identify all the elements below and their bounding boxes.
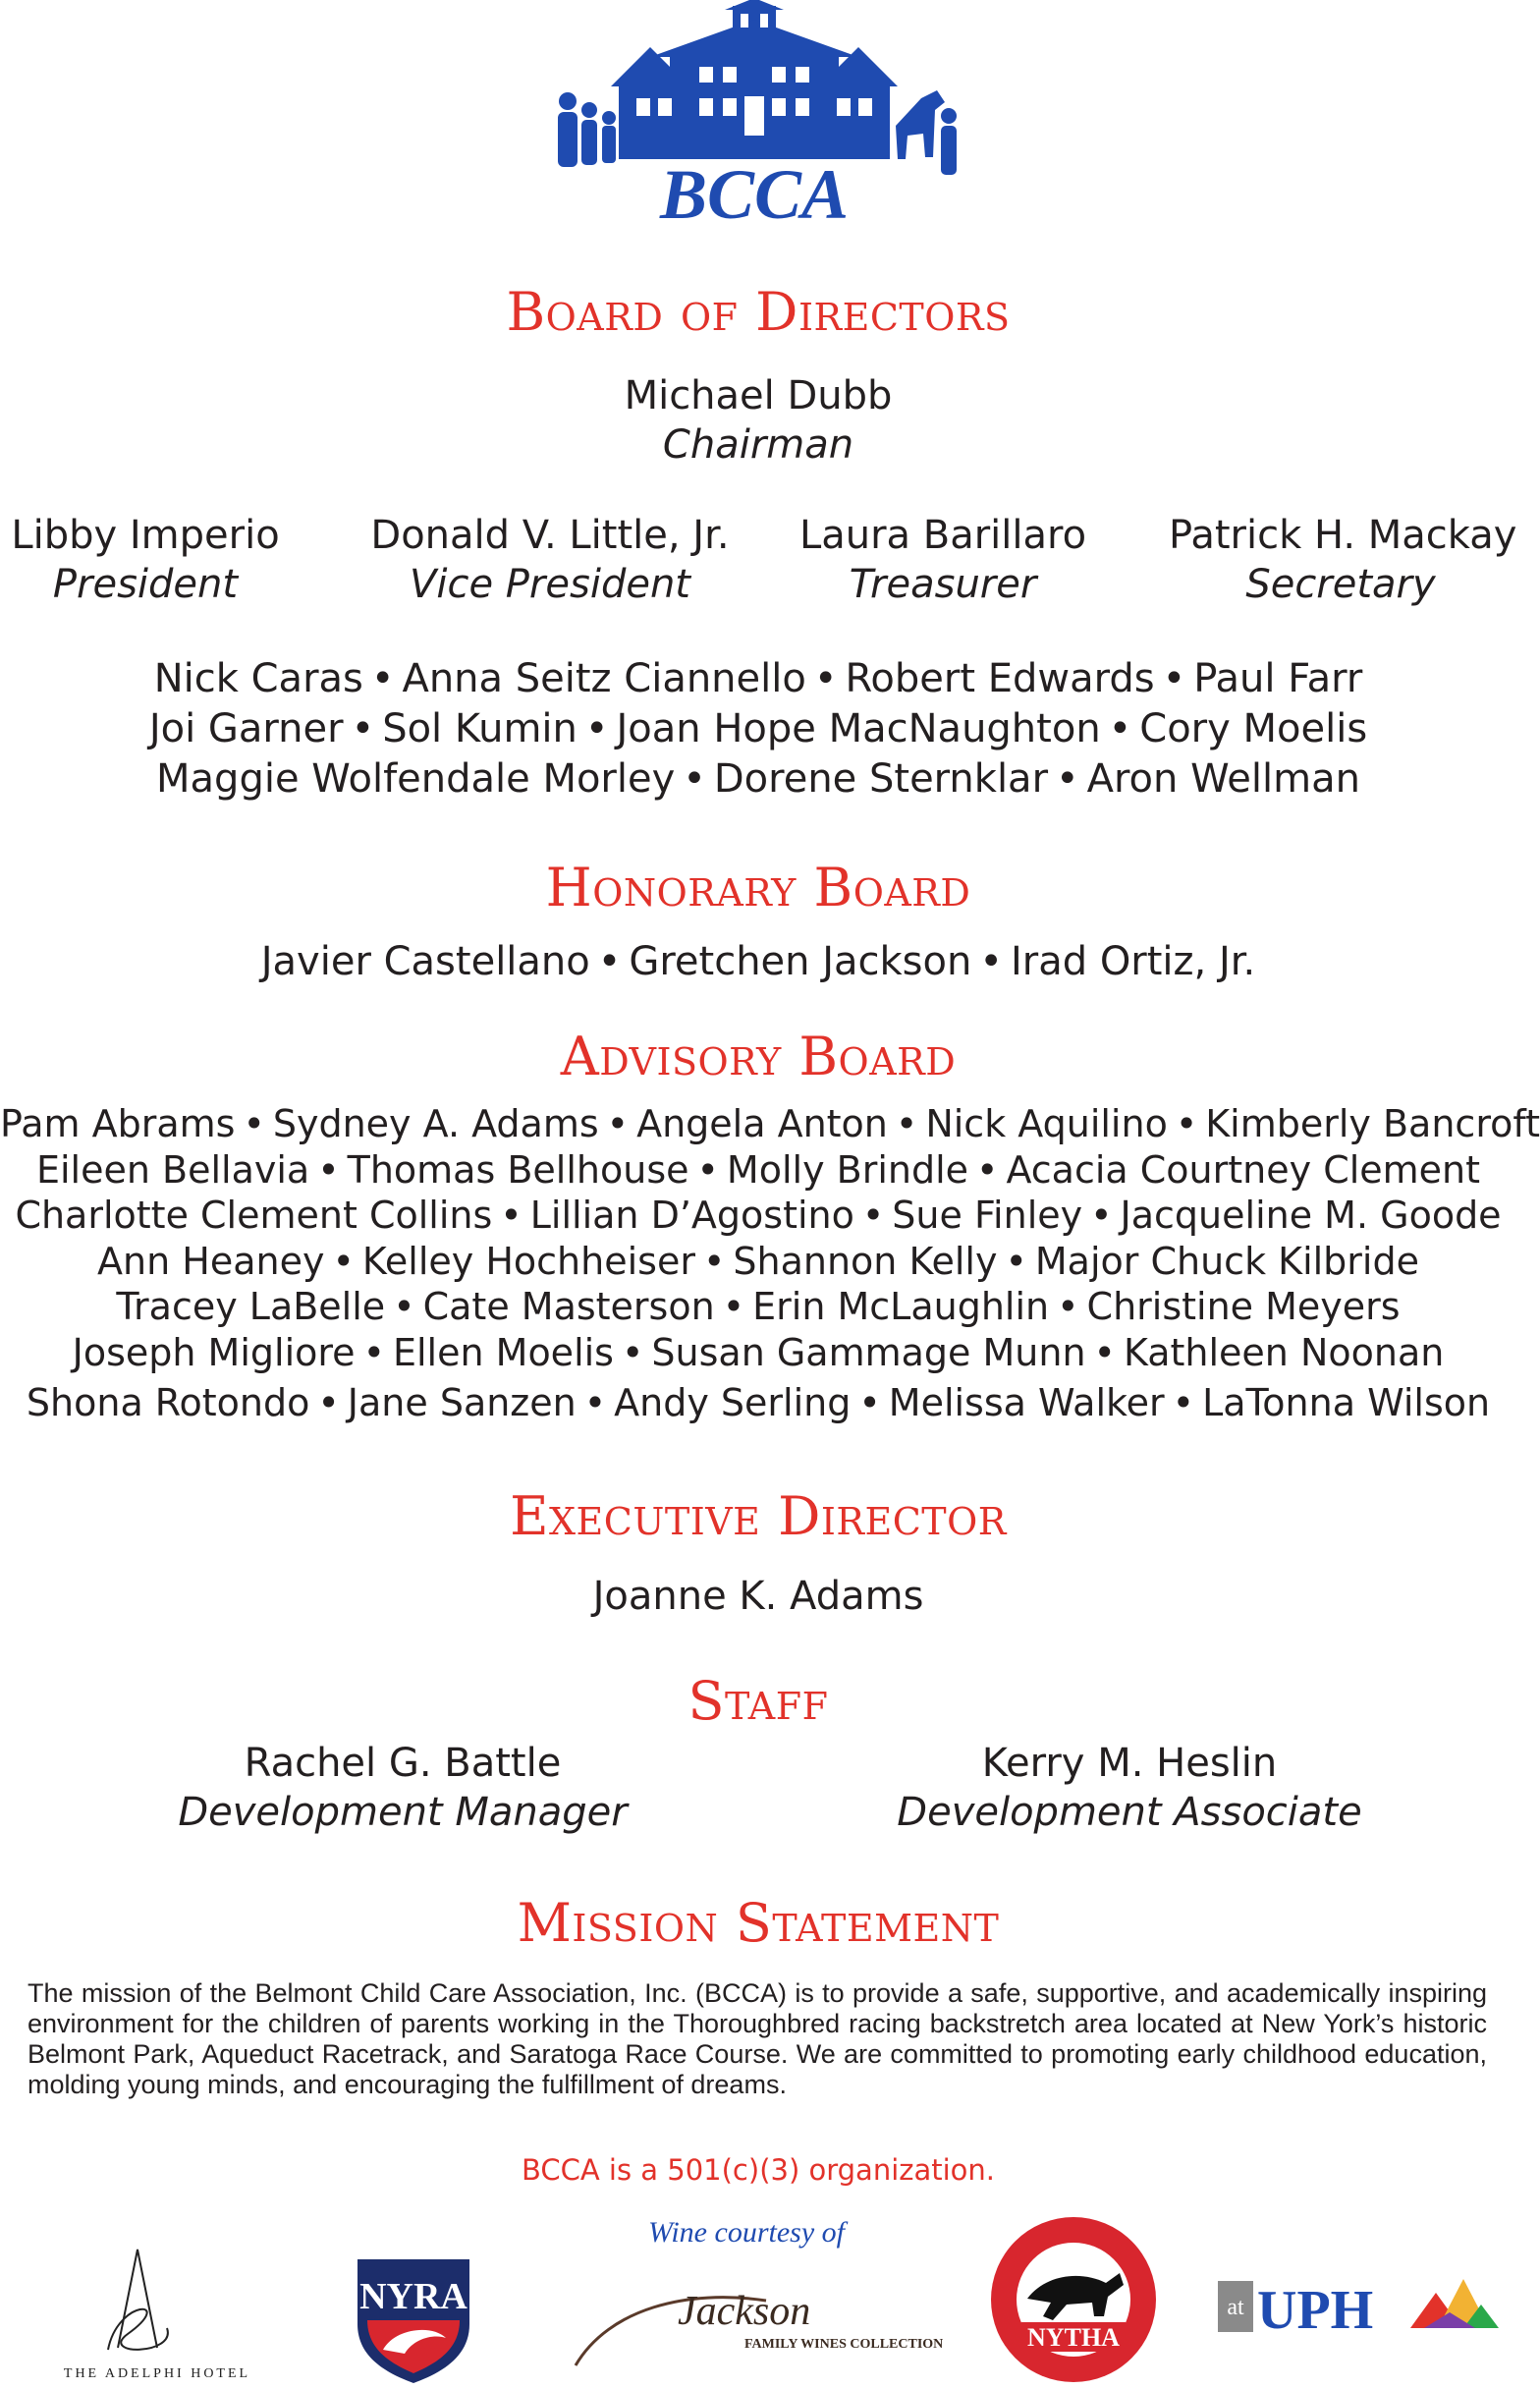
bullet-separator: •: [606, 1102, 630, 1145]
bullet-separator: •: [1175, 1102, 1198, 1145]
bullet-separator: •: [393, 1285, 415, 1328]
officer-title: Vice President: [410, 562, 690, 607]
board-heading: Board of Directors: [506, 281, 1011, 343]
person-name: Joseph Migliore: [72, 1330, 356, 1374]
bullet-separator: •: [1056, 756, 1079, 802]
logo-text: BCCA: [659, 155, 850, 234]
jackson-signature-icon: [570, 2250, 944, 2377]
bullet-separator: •: [370, 656, 395, 701]
name-line: [0, 706, 1516, 756]
person-name: Molly Brindle: [726, 1147, 969, 1192]
jackson-name: Jackson: [678, 2289, 811, 2334]
person-name: Robert Edwards: [845, 656, 1155, 701]
person-name: Jacqueline M. Goode: [1120, 1194, 1502, 1237]
person-name: Sydney A. Adams: [272, 1102, 599, 1145]
person-name: Shannon Kelly: [733, 1239, 998, 1283]
bullet-separator: •: [621, 1330, 644, 1374]
staff-heading: Staff: [688, 1670, 829, 1732]
bullet-separator: •: [317, 1147, 340, 1192]
board-members: [0, 656, 1516, 806]
person-name: Paul Farr: [1193, 656, 1363, 701]
bullet-separator: •: [702, 1239, 726, 1283]
person-name: Cate Masterson: [422, 1285, 715, 1328]
officer-name: Laura Barillaro: [798, 513, 1087, 558]
person-name: Anna Seitz Ciannello: [402, 656, 806, 701]
person-name: Major Chuck Kilbride: [1034, 1239, 1419, 1283]
bullet-separator: •: [861, 1194, 885, 1237]
uph-logo: [1218, 2259, 1503, 2341]
person-name: Aron Wellman: [1086, 756, 1360, 802]
person-name: Erin McLaughlin: [752, 1285, 1050, 1328]
officer-title: Secretary: [1245, 562, 1436, 607]
bullet-separator: •: [1057, 1285, 1079, 1328]
honorary-heading: Honorary Board: [545, 857, 971, 918]
advisory-members: [0, 1102, 1540, 1426]
staff-title: Development Associate: [897, 1790, 1362, 1835]
officer-title: Treasurer: [849, 562, 1037, 607]
person-name: Lillian D’Agostino: [529, 1194, 854, 1237]
officer-treasurer: [786, 511, 1100, 609]
name-line: [0, 756, 1516, 806]
adelphi-monogram-icon: [59, 2240, 255, 2385]
person-name: Ellen Moelis: [392, 1330, 614, 1374]
person-name: Kathleen Noonan: [1123, 1330, 1445, 1374]
person-name: Joi Garner: [148, 706, 344, 751]
person-name: Maggie Wolfendale Morley: [156, 756, 676, 802]
bullet-separator: •: [813, 656, 838, 701]
person-name: Javier Castellano: [260, 939, 590, 984]
person-name: Kimberly Bancroft: [1205, 1102, 1540, 1145]
bullet-separator: •: [1108, 706, 1132, 751]
bullet-separator: •: [858, 1380, 881, 1424]
person-name: Cory Moelis: [1139, 706, 1368, 751]
name-line: [0, 939, 1516, 984]
person-name: Joan Hope MacNaughton: [616, 706, 1101, 751]
bullet-separator: •: [584, 706, 609, 751]
person-name: Dorene Sternklar: [713, 756, 1049, 802]
name-line: [0, 1285, 1516, 1331]
staff-person: [157, 1739, 648, 1837]
bullet-separator: •: [1093, 1330, 1116, 1374]
bullet-separator: •: [979, 939, 1003, 984]
person-name: Susan Gammage Munn: [651, 1330, 1086, 1374]
nyra-logo: [350, 2255, 477, 2385]
staff-name: Kerry M. Heslin: [981, 1741, 1278, 1786]
person-name: Ann Heaney: [97, 1239, 325, 1283]
executive-heading: Executive Director: [510, 1485, 1007, 1547]
person-name: Gretchen Jackson: [629, 939, 972, 984]
staff-person: [884, 1739, 1375, 1837]
person-name: Acacia Courtney Clement: [1006, 1147, 1481, 1192]
officer-name: Libby Imperio: [11, 513, 280, 558]
bullet-separator: •: [683, 756, 706, 802]
officer-name: Patrick H. Mackay: [1169, 513, 1517, 558]
adelphi-logo: [59, 2240, 255, 2385]
bullet-separator: •: [976, 1147, 999, 1192]
bullet-separator: •: [1005, 1239, 1027, 1283]
chair-name: Michael Dubb: [624, 373, 893, 418]
advisory-heading: Advisory Board: [560, 1026, 957, 1087]
nonprofit-note: BCCA is a 501(c)(3) organization.: [521, 2153, 996, 2187]
bullet-separator: •: [895, 1102, 918, 1145]
jackson-logo: [570, 2216, 944, 2385]
officer-vice-president: [363, 511, 737, 609]
name-line: [0, 1240, 1516, 1286]
mission-heading: Mission Statement: [517, 1892, 1000, 1954]
bullet-separator: •: [332, 1239, 355, 1283]
uph-prefix: at: [1227, 2295, 1244, 2320]
name-line: [0, 1102, 1540, 1148]
person-name: Tracey LaBelle: [116, 1285, 386, 1328]
bullet-separator: •: [317, 1380, 340, 1424]
bullet-separator: •: [597, 939, 622, 984]
bcca-house-family-horse-icon: [542, 0, 966, 236]
bullet-separator: •: [500, 1194, 522, 1237]
officer-title: President: [52, 562, 239, 607]
honorary-members: [0, 939, 1516, 984]
mission-text: The mission of the Belmont Child Care Association, Inc. (BCCA) is to provide a safe, supportive, and academically inspiring environment for the children of parents working in the Thoroughbred racing backstretch area located at New York’s historic Belmont Park, Aqueduct Racetrack, and Saratoga Race Course. We are committed to promoting early childhood education, molding young minds, and encouraging the fulfillment of dreams.: [28, 1978, 1487, 2099]
bullet-separator: •: [362, 1330, 385, 1374]
person-name: Eileen Bellavia: [35, 1147, 310, 1192]
staff-title: Development Manager: [178, 1790, 628, 1835]
nytha-name: NYTHA: [1027, 2323, 1120, 2352]
person-name: Irad Ortiz, Jr.: [1010, 939, 1256, 984]
jackson-caption: Wine courtesy of: [648, 2216, 845, 2249]
person-name: Christine Meyers: [1086, 1285, 1401, 1328]
person-name: Pam Abrams: [0, 1102, 236, 1145]
name-line: [0, 1381, 1516, 1427]
person-name: Charlotte Clement Collins: [15, 1194, 493, 1237]
bullet-separator: •: [1162, 656, 1186, 701]
person-name: Thomas Bellhouse: [347, 1147, 689, 1192]
staff-name: Rachel G. Battle: [244, 1741, 562, 1786]
nyra-name: NYRA: [359, 2276, 468, 2317]
person-name: Nick Caras: [153, 656, 363, 701]
person-name: LaTonna Wilson: [1202, 1380, 1491, 1424]
bullet-separator: •: [696, 1147, 719, 1192]
person-name: Sol Kumin: [382, 706, 578, 751]
person-name: Sue Finley: [892, 1194, 1083, 1237]
bcca-logo: [542, 0, 966, 236]
name-line: [0, 1331, 1516, 1381]
name-line: [0, 1148, 1516, 1194]
bullet-separator: •: [722, 1285, 745, 1328]
adelphi-name: THE ADELPHI HOTEL: [63, 2366, 251, 2381]
executive-name: Joanne K. Adams: [592, 1574, 924, 1619]
officer-president: [0, 511, 291, 609]
jackson-sub: FAMILY WINES COLLECTION: [744, 2337, 944, 2352]
person-name: Angela Anton: [636, 1102, 888, 1145]
uph-mark-icon: [1218, 2259, 1503, 2341]
officer-name: Donald V. Little, Jr.: [370, 513, 730, 558]
person-name: Kelley Hochheiser: [361, 1239, 695, 1283]
person-name: Andy Serling: [614, 1380, 852, 1424]
uph-name: UPH: [1257, 2280, 1374, 2341]
bullet-separator: •: [243, 1102, 265, 1145]
nytha-seal-icon: [988, 2214, 1159, 2385]
person-name: Melissa Walker: [888, 1380, 1165, 1424]
bullet-separator: •: [351, 706, 375, 751]
person-name: Nick Aquilino: [925, 1102, 1168, 1145]
nyra-shield-icon: [350, 2255, 477, 2385]
name-line: [0, 1194, 1516, 1240]
officer-secretary: [1169, 511, 1517, 609]
person-name: Shona Rotondo: [26, 1380, 310, 1424]
bullet-separator: •: [583, 1380, 607, 1424]
bullet-separator: •: [1172, 1380, 1195, 1424]
name-line: [0, 656, 1516, 706]
bullet-separator: •: [1090, 1194, 1113, 1237]
chair-title: Chairman: [662, 422, 854, 468]
nytha-logo: [988, 2214, 1159, 2385]
person-name: Jane Sanzen: [347, 1380, 577, 1424]
